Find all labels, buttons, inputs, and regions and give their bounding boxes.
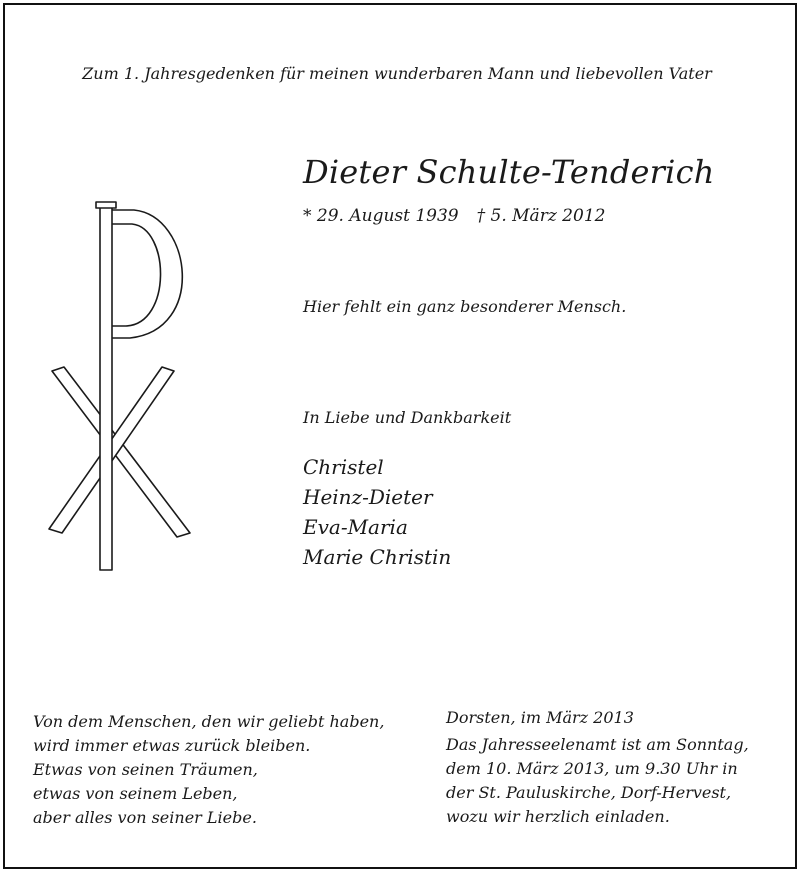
poem-line: Von dem Menschen, den wir geliebt haben, xyxy=(33,712,385,731)
poem-line: wird immer etwas zurück bleiben. xyxy=(33,736,311,755)
family-member: Marie Christin xyxy=(303,545,452,569)
poem-line: aber alles von seiner Liebe. xyxy=(33,808,257,827)
family-member: Christel xyxy=(303,455,384,479)
service-info xyxy=(446,706,749,829)
poem-line: etwas von seinem Leben, xyxy=(33,784,238,803)
chi-rho-icon xyxy=(44,198,194,578)
invitation-line: dem 10. März 2013, um 9.30 Uhr in xyxy=(446,759,738,778)
family-list xyxy=(303,452,451,572)
memorial-sentence: Hier fehlt ein ganz besonderer Mensch. xyxy=(303,297,627,316)
family-member: Eva-Maria xyxy=(303,515,408,539)
place-date: Dorsten, im März 2013 xyxy=(446,708,634,727)
thanks-line: In Liebe und Dankbarkeit xyxy=(303,408,512,427)
poem-line: Etwas von seinen Träumen, xyxy=(33,760,258,779)
invitation-line: wozu wir herzlich einladen. xyxy=(446,807,670,826)
invitation-text xyxy=(446,733,749,829)
life-dates xyxy=(303,206,605,226)
family-member: Heinz-Dieter xyxy=(303,485,433,509)
death-date: † 5. März 2012 xyxy=(476,206,606,226)
invitation-line: der St. Pauluskirche, Dorf-Hervest, xyxy=(446,783,732,802)
invitation-line: Das Jahresseelenamt ist am Sonntag, xyxy=(446,735,749,754)
memorial-poem xyxy=(33,710,384,830)
birth-date: * 29. August 1939 xyxy=(303,206,459,226)
deceased-name: Dieter Schulte-Tenderich xyxy=(303,153,715,191)
notice-heading: Zum 1. Jahresgedenken für meinen wunderbaren Mann und liebevollen Vater xyxy=(82,64,712,83)
